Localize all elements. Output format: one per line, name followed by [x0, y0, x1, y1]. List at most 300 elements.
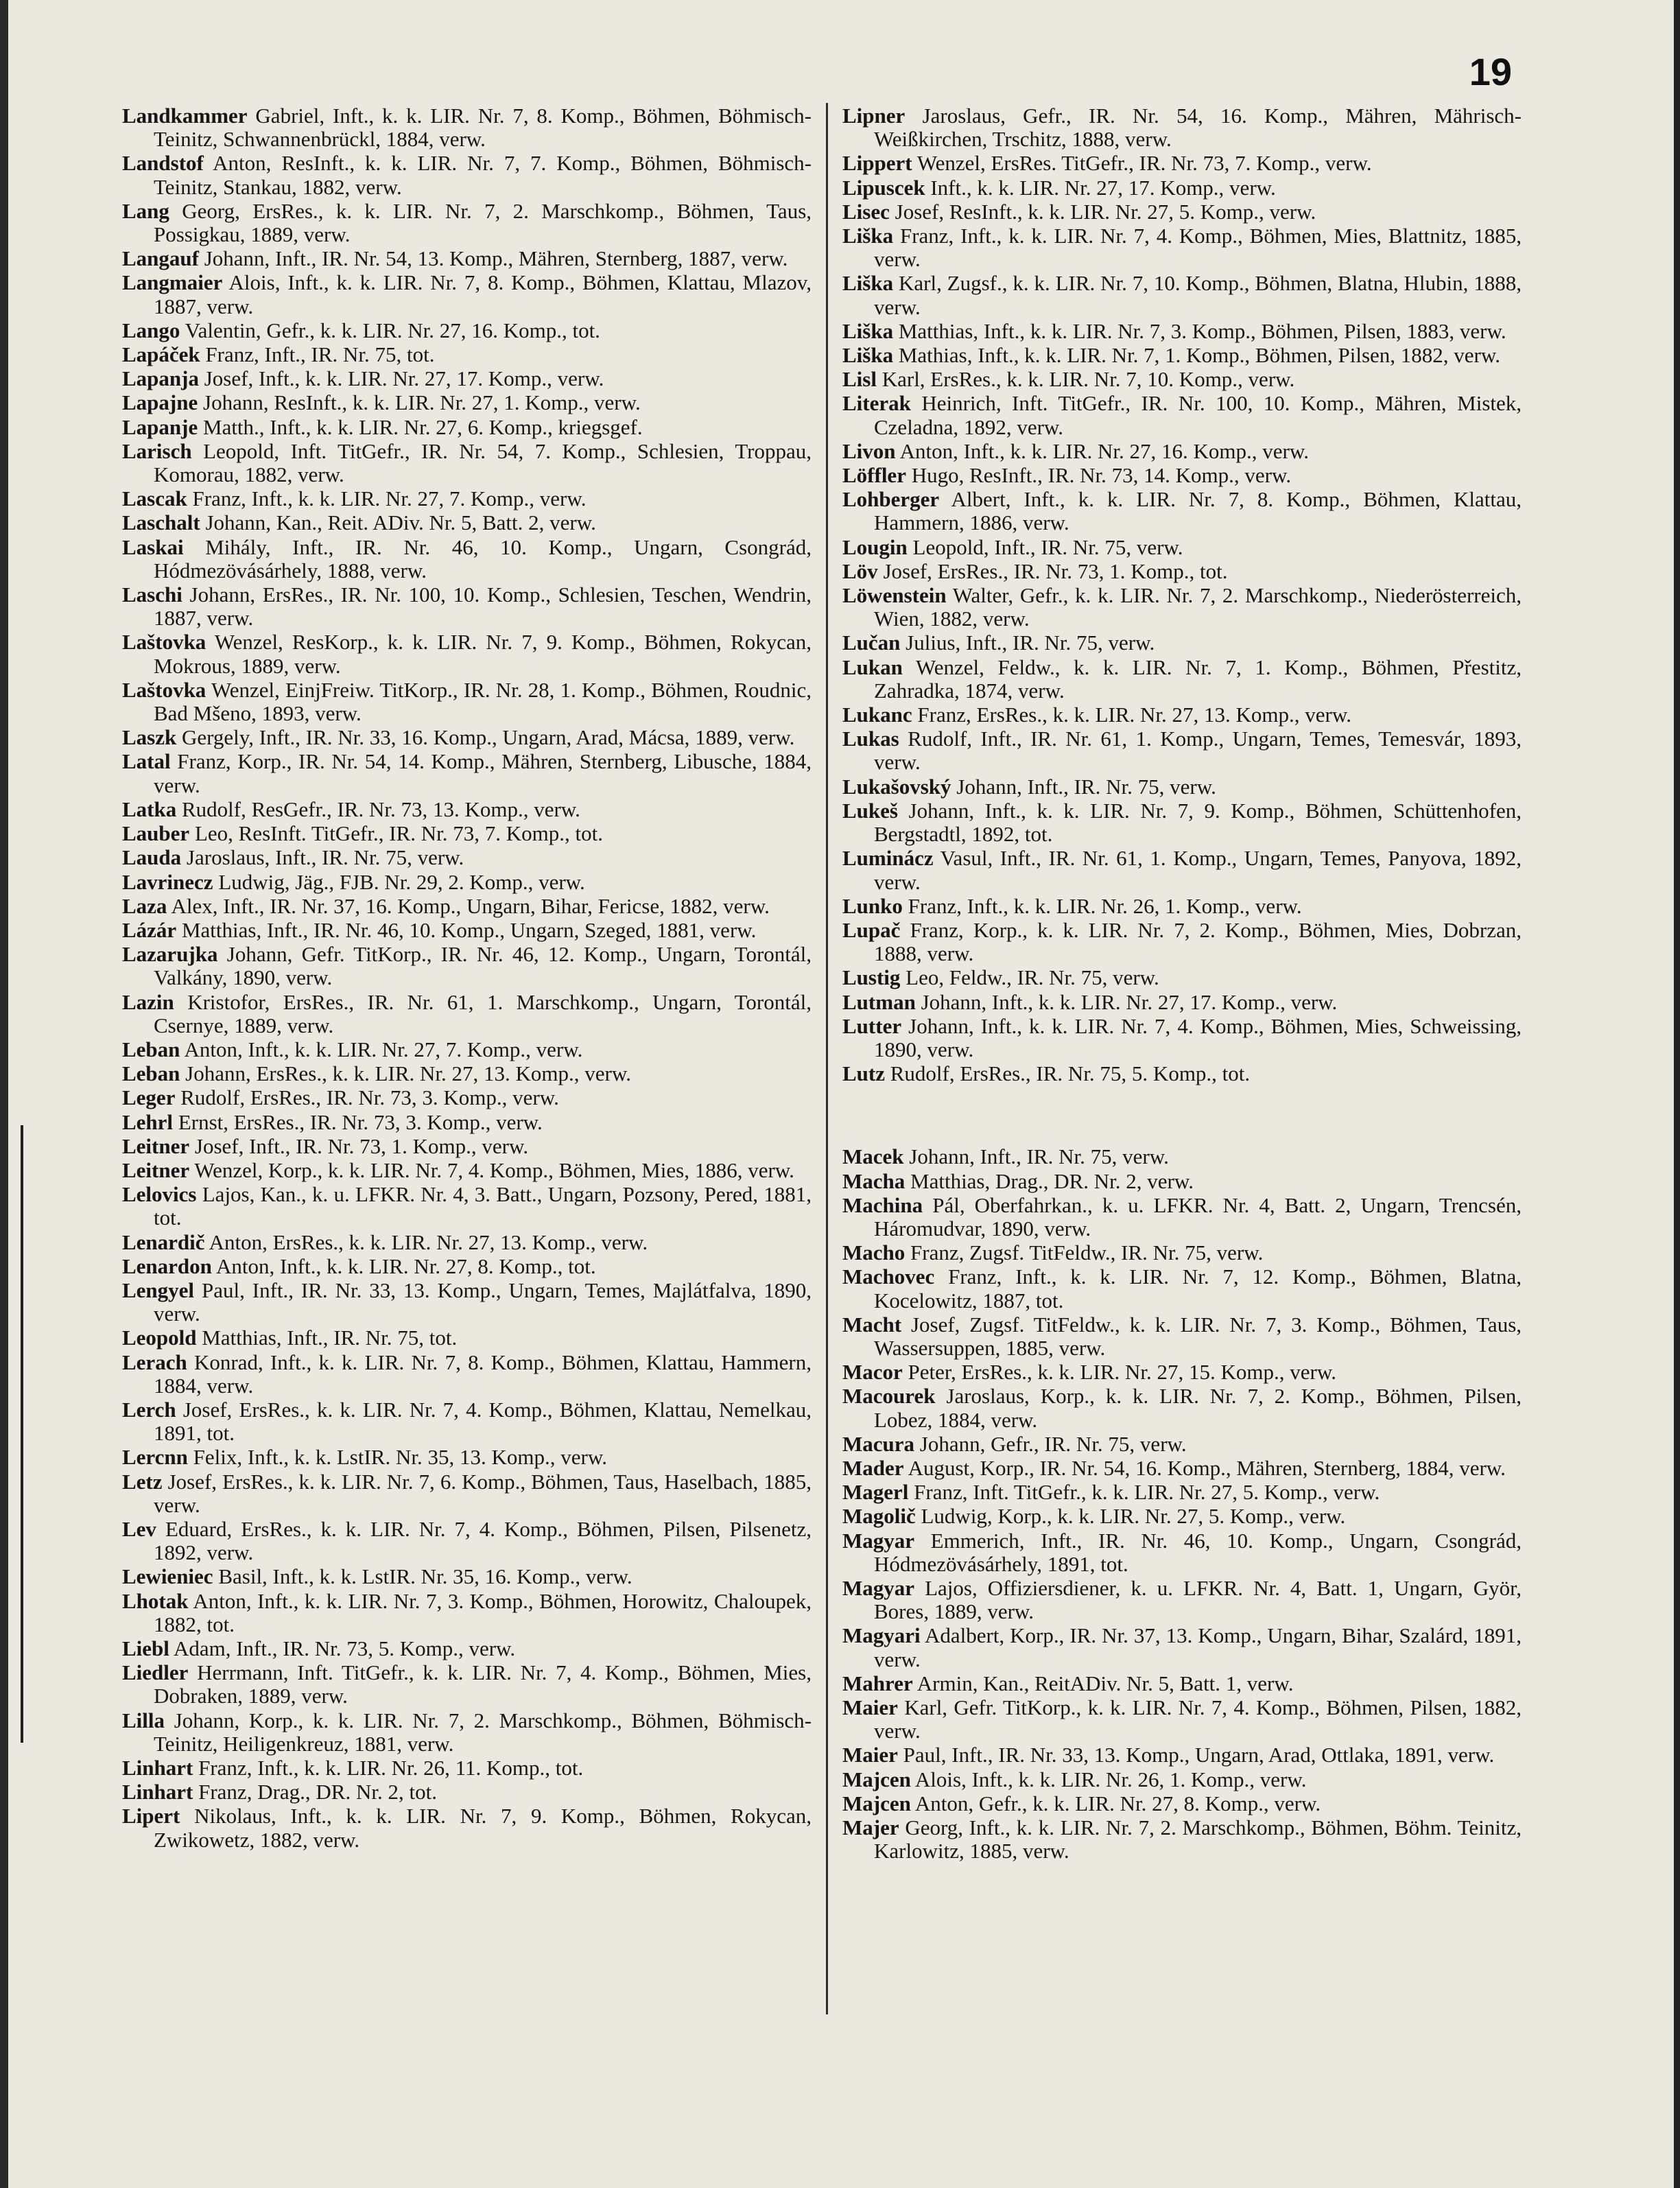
register-entry	[842, 1816, 1522, 1863]
entry-details: Johann, Inft., IR. Nr. 75, verw.	[956, 774, 1216, 799]
register-entry	[122, 919, 812, 942]
entry-surname: Lewieniec	[122, 1564, 213, 1589]
register-entry	[122, 1470, 812, 1517]
entry-surname: Laza	[122, 893, 167, 918]
entry-surname: Lippert	[842, 151, 912, 176]
entry-surname: Lazin	[122, 989, 174, 1014]
entry-surname: Macho	[842, 1240, 906, 1265]
register-entry	[842, 1505, 1522, 1528]
entry-surname: Livon	[842, 438, 896, 463]
register-entry	[842, 344, 1522, 367]
entry-details: Johann, Inft., k. k. LIR. Nr. 7, 9. Komp., Böhmen, Schüttenhofen, Bergstadtl, 1892, tot.	[874, 798, 1522, 847]
entry-details: Johann, Kan., Reit. ADiv. Nr. 5, Batt. 2, verw.	[205, 510, 596, 535]
entry-surname: Lisec	[842, 199, 890, 224]
entry-surname: Letz	[122, 1469, 163, 1494]
entry-details: Alois, Inft., k. k. LIR. Nr. 26, 1. Komp., verw.	[914, 1767, 1307, 1791]
entry-surname: Lohberger	[842, 487, 940, 512]
register-entry	[842, 775, 1522, 799]
entry-details: Johann, Inft., IR. Nr. 75, verw.	[909, 1144, 1169, 1169]
register-entry	[842, 1529, 1522, 1576]
register-entry	[122, 271, 812, 318]
entry-surname: Leger	[122, 1085, 176, 1110]
register-entry	[122, 1446, 812, 1469]
entry-surname: Lutz	[842, 1061, 885, 1086]
entry-surname: Lipuscek	[842, 175, 925, 200]
entry-surname: Löwenstein	[842, 583, 947, 608]
section-gap	[842, 1086, 1522, 1145]
entry-details: Ernst, ErsRes., IR. Nr. 73, 3. Komp., verw.	[178, 1109, 543, 1134]
entry-surname: Magolič	[842, 1504, 916, 1529]
register-entry	[842, 847, 1522, 893]
entry-surname: Lerch	[122, 1397, 176, 1422]
entry-details: Matthias, Inft., k. k. LIR. Nr. 7, 3. Komp., Böhmen, Pilsen, 1883, verw.	[898, 318, 1506, 343]
entry-surname: Langmaier	[122, 270, 223, 295]
entry-surname: Liška	[842, 343, 894, 368]
entry-details: Kristofor, ErsRes., IR. Nr. 61, 1. Marschkomp., Ungarn, Torontál, Csernye, 1889, verw.	[154, 989, 812, 1037]
entry-details: Anton, ErsRes., k. k. LIR. Nr. 27, 13. Komp., verw.	[209, 1230, 648, 1254]
entry-surname: Laskai	[122, 534, 184, 559]
entry-details: Matth., Inft., k. k. LIR. Nr. 27, 6. Komp., kriegsgef.	[203, 414, 643, 439]
entry-details: Franz, ErsRes., k. k. LIR. Nr. 27, 13. Komp., verw.	[917, 703, 1351, 727]
entry-surname: Leban	[122, 1037, 180, 1061]
entry-details: Anton, Inft., k. k. LIR. Nr. 27, 8. Komp., tot.	[215, 1254, 596, 1278]
register-entry	[122, 1565, 812, 1588]
register-entry	[122, 1279, 812, 1326]
register-entry	[122, 1351, 812, 1398]
register-entry	[122, 1804, 812, 1851]
register-entry	[122, 343, 812, 366]
entry-details: Karl, ErsRes., k. k. LIR. Nr. 7, 10. Komp., verw.	[882, 367, 1295, 392]
register-entry	[122, 319, 812, 342]
entry-surname: Lango	[122, 318, 180, 342]
entry-details: Valentin, Gefr., k. k. LIR. Nr. 27, 16. Komp., tot.	[185, 318, 600, 342]
entry-surname: Macor	[842, 1360, 903, 1385]
register-entry	[122, 1159, 812, 1182]
entry-details: Josef, Inft., IR. Nr. 73, 1. Komp., verw.	[194, 1133, 529, 1158]
entry-details: Josef, Zugsf. TitFeldw., k. k. LIR. Nr. 7, 3. Komp., Böhmen, Taus, Wassersuppen, 1885, verw.	[874, 1312, 1522, 1360]
entry-details: Hugo, ResInft., IR. Nr. 73, 14. Komp., verw.	[911, 463, 1292, 488]
register-entry	[122, 416, 812, 439]
entry-surname: Macha	[842, 1168, 906, 1193]
entry-details: Adam, Inft., IR. Nr. 73, 5. Komp., verw.	[173, 1636, 516, 1660]
section-m	[842, 1145, 1522, 1863]
register-entry	[122, 1398, 812, 1445]
entry-surname: Lehrl	[122, 1109, 174, 1134]
entry-details: Ludwig, Jäg., FJB. Nr. 29, 2. Komp., verw.	[218, 869, 585, 894]
entry-surname: Lauda	[122, 845, 182, 870]
register-entry	[122, 631, 812, 677]
entry-surname: Lisl	[842, 367, 877, 392]
entry-details: Franz, Inft., k. k. LIR. Nr. 7, 12. Komp., Böhmen, Blatna, Kocelowitz, 1887, tot.	[874, 1264, 1522, 1313]
entry-surname: Lhotak	[122, 1588, 189, 1613]
entry-details: Paul, Inft., IR. Nr. 33, 13. Komp., Ungarn, Temes, Majlátfalva, 1890, verw.	[154, 1278, 812, 1326]
register-entry	[122, 798, 812, 821]
register-entry	[842, 1768, 1522, 1791]
entry-details: Vasul, Inft., IR. Nr. 61, 1. Komp., Ungarn, Temes, Panyova, 1892, verw.	[874, 846, 1522, 894]
entry-surname: Lazarujka	[122, 942, 218, 967]
register-entry	[122, 1590, 812, 1636]
entry-details: Alex, Inft., IR. Nr. 37, 16. Komp., Ungarn, Bihar, Fericse, 1882, verw.	[171, 893, 770, 918]
entry-surname: Landstof	[122, 151, 204, 176]
entry-surname: Magyar	[842, 1575, 915, 1600]
entry-surname: Magyari	[842, 1623, 921, 1648]
register-entry	[842, 1015, 1522, 1061]
entry-details: Josef, ResInft., k. k. LIR. Nr. 27, 5. Komp., verw.	[895, 199, 1316, 224]
register-entry	[122, 247, 812, 270]
entry-details: Rudolf, ResGefr., IR. Nr. 73, 13. Komp., verw.	[182, 797, 580, 821]
entry-surname: Lázár	[122, 917, 177, 942]
entry-details: Lajos, Offiziersdiener, k. u. LFKR. Nr. 4, Batt. 1, Ungarn, Györ, Bores, 1889, verw.	[874, 1575, 1522, 1624]
entry-details: Albert, Inft., k. k. LIR. Nr. 7, 8. Komp., Böhmen, Klattau, Hammern, 1886, verw.	[874, 487, 1522, 535]
entry-surname: Laschi	[122, 583, 182, 607]
left-column	[122, 104, 812, 1852]
entry-details: Franz, Inft. TitGefr., k. k. LIR. Nr. 27, 5. Komp., verw.	[914, 1480, 1380, 1505]
entry-surname: Latal	[122, 749, 171, 774]
entry-surname: Lauber	[122, 821, 190, 846]
register-entry	[122, 1780, 812, 1804]
entry-surname: Mader	[842, 1455, 904, 1480]
entry-surname: Linhart	[122, 1780, 193, 1804]
register-entry	[842, 799, 1522, 846]
register-entry	[842, 1457, 1522, 1480]
register-entry	[122, 200, 812, 246]
register-entry	[122, 822, 812, 845]
entry-surname: Liška	[842, 318, 894, 343]
register-entry	[842, 440, 1522, 463]
entry-surname: Lapanje	[122, 414, 198, 439]
register-entry	[842, 104, 1522, 151]
register-entry	[842, 1433, 1522, 1456]
entry-details: Franz, Inft., k. k. LIR. Nr. 26, 11. Komp., tot.	[198, 1756, 584, 1780]
entry-surname: Macourek	[842, 1384, 936, 1409]
entry-details: Adalbert, Korp., IR. Nr. 37, 13. Komp., Ungarn, Bihar, Szalárd, 1891, verw.	[874, 1623, 1522, 1671]
register-entry	[842, 1696, 1522, 1743]
entry-surname: Lukanc	[842, 703, 912, 727]
entry-details: Lajos, Kan., k. u. LFKR. Nr. 4, 3. Batt., Ungarn, Pozsony, Pered, 1881, tot.	[154, 1182, 812, 1230]
register-entry	[842, 1361, 1522, 1384]
entry-surname: Lang	[122, 198, 169, 223]
entry-surname: Lukan	[842, 655, 903, 679]
entry-details: Anton, Gefr., k. k. LIR. Nr. 27, 8. Komp., verw.	[914, 1791, 1321, 1815]
register-entry	[842, 703, 1522, 727]
register-entry	[842, 991, 1522, 1014]
entry-details: Rudolf, ErsRes., IR. Nr. 73, 3. Komp., verw.	[180, 1085, 559, 1110]
entry-details: Josef, ErsRes., k. k. LIR. Nr. 7, 6. Komp., Böhmen, Taus, Haselbach, 1885, verw.	[154, 1469, 812, 1517]
entry-surname: Magerl	[842, 1480, 909, 1505]
entry-details: Wenzel, EinjFreiw. TitKorp., IR. Nr. 28, 1. Komp., Böhmen, Roudnic, Bad Mšeno, 1893, verw.	[154, 677, 812, 726]
register-entry	[122, 1183, 812, 1230]
entry-details: August, Korp., IR. Nr. 54, 16. Komp., Mähren, Sternberg, 1884, verw.	[908, 1455, 1506, 1480]
register-entry	[122, 1326, 812, 1350]
entry-surname: Laschalt	[122, 510, 200, 535]
entry-details: Johann, Korp., k. k. LIR. Nr. 7, 2. Marschkomp., Böhmen, Böhmisch-Teinitz, Heiligenkreuz, 1881, verw.	[154, 1708, 812, 1756]
register-entry	[842, 1624, 1522, 1671]
entry-surname: Macura	[842, 1431, 915, 1456]
entry-surname: Lapanja	[122, 366, 199, 391]
entry-surname: Latka	[122, 797, 177, 821]
register-entry	[842, 560, 1522, 583]
entry-surname: Lercnn	[122, 1445, 188, 1470]
register-entry	[122, 871, 812, 894]
entry-details: Wenzel, ResKorp., k. k. LIR. Nr. 7, 9. Komp., Böhmen, Rokycan, Mokrous, 1889, verw.	[154, 630, 812, 678]
register-entry	[842, 1194, 1522, 1240]
entry-details: Josef, Inft., k. k. LIR. Nr. 27, 17. Komp., verw.	[204, 366, 604, 391]
entry-surname: Lerach	[122, 1350, 187, 1374]
entry-surname: Leitner	[122, 1157, 190, 1182]
entry-details: Konrad, Inft., k. k. LIR. Nr. 7, 8. Komp., Böhmen, Klattau, Hammern, 1884, verw.	[154, 1350, 812, 1398]
entry-surname: Liška	[842, 271, 894, 296]
entry-details: Ludwig, Korp., k. k. LIR. Nr. 27, 5. Komp., verw.	[921, 1504, 1346, 1529]
entry-details: Heinrich, Inft. TitGefr., IR. Nr. 100, 10. Komp., Mähren, Mistek, Czeladna, 1892, verw.	[874, 391, 1522, 439]
register-entry	[842, 320, 1522, 343]
entry-surname: Liebl	[122, 1636, 169, 1660]
entry-details: Anton, Inft., k. k. LIR. Nr. 27, 16. Komp., verw.	[899, 438, 1309, 463]
register-entry	[122, 583, 812, 630]
entry-surname: Liedler	[122, 1660, 189, 1685]
entry-surname: Lutter	[842, 1013, 902, 1038]
entry-surname: Lavrinecz	[122, 869, 213, 894]
entry-surname: Mahrer	[842, 1671, 913, 1695]
entry-details: Alois, Inft., k. k. LIR. Nr. 7, 8. Komp., Böhmen, Klattau, Mlazov, 1887, verw.	[154, 270, 812, 318]
register-entry	[842, 1062, 1522, 1085]
entry-details: Karl, Zugsf., k. k. LIR. Nr. 7, 10. Komp., Böhmen, Blatna, Hlubin, 1888, verw.	[874, 271, 1522, 319]
register-entry	[122, 440, 812, 486]
entry-details: Julius, Inft., IR. Nr. 75, verw.	[906, 631, 1155, 655]
entry-details: Georg, Inft., k. k. LIR. Nr. 7, 2. Marschkomp., Böhmen, Böhm. Teinitz, Karlowitz, 1885, verw.	[874, 1815, 1522, 1863]
entry-details: Wenzel, Korp., k. k. LIR. Nr. 7, 4. Komp., Böhmen, Mies, 1886, verw.	[194, 1157, 794, 1182]
entry-surname: Lougin	[842, 534, 908, 559]
register-entry	[122, 104, 812, 151]
register-entry	[122, 1637, 812, 1660]
entry-details: Nikolaus, Inft., k. k. LIR. Nr. 7, 9. Komp., Böhmen, Rokycan, Zwikowetz, 1882, verw.	[154, 1804, 812, 1852]
entry-details: Gergely, Inft., IR. Nr. 33, 16. Komp., Ungarn, Arad, Mácsa, 1889, verw.	[182, 725, 795, 750]
register-entry	[122, 1038, 812, 1061]
register-entry	[122, 1135, 812, 1158]
register-entry	[842, 536, 1522, 559]
entry-surname: Löv	[842, 558, 878, 583]
register-entry	[122, 750, 812, 797]
register-entry	[842, 488, 1522, 534]
entry-surname: Lipert	[122, 1804, 180, 1828]
entry-details: Rudolf, ErsRes., IR. Nr. 75, 5. Komp., tot.	[890, 1061, 1251, 1086]
entry-details: Franz, Inft., k. k. LIR. Nr. 7, 4. Komp., Böhmen, Mies, Blattnitz, 1885, verw.	[874, 224, 1522, 272]
entry-surname: Löffler	[842, 463, 906, 488]
entry-details: Matthias, Drag., DR. Nr. 2, verw.	[910, 1168, 1194, 1193]
register-entry	[842, 1743, 1522, 1767]
entry-details: Franz, Korp., IR. Nr. 54, 14. Komp., Mähren, Sternberg, Libusche, 1884, verw.	[154, 749, 812, 797]
entry-surname: Lukeš	[842, 798, 898, 823]
entry-surname: Majcen	[842, 1791, 911, 1815]
register-entry	[122, 367, 812, 390]
register-entry	[122, 1231, 812, 1254]
register-entry	[842, 1313, 1522, 1360]
entry-surname: Lučan	[842, 631, 901, 655]
entry-details: Leo, Feldw., IR. Nr. 75, verw.	[906, 965, 1159, 990]
entry-surname: Larisch	[122, 438, 192, 463]
register-entry	[122, 846, 812, 869]
entry-surname: Leban	[122, 1061, 180, 1086]
register-entry	[842, 368, 1522, 391]
register-entry	[122, 1518, 812, 1564]
entry-surname: Majcen	[842, 1767, 911, 1791]
register-entry	[122, 1062, 812, 1085]
entry-surname: Lipner	[842, 104, 906, 128]
entry-details: Franz, Drag., DR. Nr. 2, tot.	[198, 1780, 437, 1804]
entry-details: Matthias, Inft., IR. Nr. 46, 10. Komp., Ungarn, Szeged, 1881, verw.	[181, 917, 757, 942]
entry-surname: Laštovka	[122, 677, 206, 702]
entry-surname: Landkammer	[122, 104, 248, 128]
register-entry	[122, 943, 812, 989]
register-entry	[842, 1672, 1522, 1695]
entry-surname: Lupač	[842, 917, 901, 942]
entry-details: Paul, Inft., IR. Nr. 33, 13. Komp., Ungarn, Arad, Ottlaka, 1891, verw.	[903, 1743, 1495, 1767]
entry-details: Mathias, Inft., k. k. LIR. Nr. 7, 1. Komp., Böhmen, Pilsen, 1882, verw.	[898, 343, 1500, 368]
entry-details: Rudolf, Inft., IR. Nr. 61, 1. Komp., Ungarn, Temes, Temesvár, 1893, verw.	[874, 727, 1522, 775]
entry-details: Eduard, ErsRes., k. k. LIR. Nr. 7, 4. Komp., Böhmen, Pilsen, Pilsenetz, 1892, verw.	[154, 1516, 812, 1565]
register-entry	[122, 536, 812, 583]
entry-details: Basil, Inft., k. k. LstIR. Nr. 35, 16. Komp., verw.	[218, 1564, 632, 1589]
entry-details: Johann, Inft., IR. Nr. 54, 13. Komp., Mähren, Sternberg, 1887, verw.	[204, 246, 788, 271]
register-entry	[842, 1577, 1522, 1623]
right-column	[842, 104, 1522, 1863]
entry-details: Matthias, Inft., IR. Nr. 75, tot.	[202, 1326, 458, 1350]
entry-details: Josef, ErsRes., k. k. LIR. Nr. 7, 4. Komp., Böhmen, Klattau, Nemelkau, 1891, tot.	[154, 1397, 812, 1446]
entry-surname: Literak	[842, 391, 911, 416]
register-entry	[842, 224, 1522, 271]
register-entry	[122, 487, 812, 510]
entry-surname: Linhart	[122, 1756, 193, 1780]
register-entry	[842, 1170, 1522, 1193]
register-entry	[842, 584, 1522, 631]
entry-details: Jaroslaus, Korp., k. k. LIR. Nr. 7, 2. Komp., Böhmen, Pilsen, Lobez, 1884, verw.	[874, 1384, 1522, 1432]
entry-surname: Laštovka	[122, 630, 206, 655]
entry-surname: Maier	[842, 1743, 898, 1767]
register-entry	[122, 991, 812, 1037]
entry-details: Gabriel, Inft., k. k. LIR. Nr. 7, 8. Komp., Böhmen, Böhmisch-Teinitz, Schwannenbrückl, 1884, verw.	[154, 104, 812, 152]
entry-surname: Magyar	[842, 1528, 915, 1553]
register-entry	[122, 152, 812, 198]
register-entry	[842, 464, 1522, 487]
register-entry	[842, 656, 1522, 703]
entry-details: Johann, Inft., k. k. LIR. Nr. 7, 4. Komp., Böhmen, Mies, Schweissing, 1890, verw.	[874, 1013, 1522, 1061]
register-entry	[842, 152, 1522, 175]
register-entry	[842, 1145, 1522, 1168]
entry-details: Leo, ResInft. TitGefr., IR. Nr. 73, 7. Komp., tot.	[194, 821, 603, 846]
entry-surname: Laszk	[122, 725, 177, 750]
entry-surname: Lapáček	[122, 342, 200, 367]
register-entry	[842, 1241, 1522, 1264]
entry-details: Josef, ErsRes., IR. Nr. 73, 1. Komp., tot.	[883, 558, 1228, 583]
entry-details: Leopold, Inft., IR. Nr. 75, verw.	[912, 534, 1183, 559]
entry-details: Georg, ErsRes., k. k. LIR. Nr. 7, 2. Marschkomp., Böhmen, Taus, Possigkau, 1889, verw.	[154, 198, 812, 247]
entry-details: Johann, Gefr. TitKorp., IR. Nr. 46, 12. Komp., Ungarn, Torontál, Valkány, 1890, verw.	[154, 942, 812, 990]
register-entry	[122, 895, 812, 918]
register-entry	[842, 176, 1522, 200]
register-entry	[842, 1792, 1522, 1815]
register-entry	[842, 966, 1522, 989]
entry-surname: Majer	[842, 1815, 899, 1840]
entry-surname: Lunko	[842, 893, 903, 918]
entry-details: Wenzel, Feldw., k. k. LIR. Nr. 7, 1. Komp., Böhmen, Přestitz, Zahradka, 1874, verw.	[874, 655, 1522, 703]
register-entry	[842, 895, 1522, 918]
entry-surname: Lustig	[842, 965, 901, 990]
entry-surname: Lilla	[122, 1708, 165, 1732]
entry-details: Emmerich, Inft., IR. Nr. 46, 10. Komp., Ungarn, Csongrád, Hódmezövásárhely, 1891, tot.	[874, 1528, 1522, 1576]
register-entry	[842, 727, 1522, 774]
register-entry	[122, 1756, 812, 1780]
entry-details: Franz, Zugsf. TitFeldw., IR. Nr. 75, verw.	[910, 1240, 1264, 1265]
entry-details: Johann, Inft., k. k. LIR. Nr. 27, 17. Komp., verw.	[921, 989, 1338, 1014]
register-entry	[122, 1111, 812, 1134]
entry-details: Johann, ErsRes., IR. Nr. 100, 10. Komp., Schlesien, Teschen, Wendrin, 1887, verw.	[154, 583, 812, 631]
entry-details: Jaroslaus, Inft., IR. Nr. 75, verw.	[186, 845, 464, 870]
entry-surname: Machovec	[842, 1264, 935, 1289]
entry-surname: Lascak	[122, 486, 187, 511]
register-entry	[842, 631, 1522, 655]
margin-mark	[21, 1125, 23, 1743]
entry-details: Franz, Korp., k. k. LIR. Nr. 7, 2. Komp., Böhmen, Mies, Dobrzan, 1888, verw.	[874, 917, 1522, 966]
entry-details: Felix, Inft., k. k. LstIR. Nr. 35, 13. Komp., verw.	[193, 1445, 607, 1470]
entry-details: Pál, Oberfahrkan., k. u. LFKR. Nr. 4, Batt. 2, Ungarn, Trencsén, Háromudvar, 1890, verw.	[874, 1192, 1522, 1240]
entry-surname: Maier	[842, 1695, 898, 1719]
entry-details: Walter, Gefr., k. k. LIR. Nr. 7, 2. Marschkomp., Niederösterreich, Wien, 1882, verw.	[874, 583, 1522, 631]
entry-surname: Machina	[842, 1192, 923, 1217]
entry-details: Inft., k. k. LIR. Nr. 27, 17. Komp., verw.	[930, 175, 1276, 200]
entry-surname: Luminácz	[842, 846, 934, 871]
entry-surname: Liška	[842, 224, 894, 248]
register-entry	[842, 200, 1522, 224]
register-entry	[842, 272, 1522, 318]
entry-details: Peter, ErsRes., k. k. LIR. Nr. 27, 15. Komp., verw.	[908, 1360, 1336, 1385]
entry-surname: Leitner	[122, 1133, 190, 1158]
register-entry	[122, 511, 812, 534]
entry-surname: Lenardon	[122, 1254, 212, 1278]
register-entry	[122, 726, 812, 749]
register-entry	[842, 1481, 1522, 1504]
register-entry	[122, 1255, 812, 1278]
entry-details: Anton, Inft., k. k. LIR. Nr. 27, 7. Komp., verw.	[184, 1037, 583, 1061]
entry-surname: Lev	[122, 1516, 156, 1541]
entry-surname: Lutman	[842, 989, 916, 1014]
entry-surname: Macht	[842, 1312, 902, 1337]
entry-surname: Lukašovský	[842, 774, 951, 799]
entry-surname: Leopold	[122, 1326, 197, 1350]
register-entry	[122, 1661, 812, 1708]
entry-details: Armin, Kan., ReitADiv. Nr. 5, Batt. 1, verw.	[916, 1671, 1294, 1695]
entry-details: Franz, Inft., k. k. LIR. Nr. 27, 7. Komp., verw.	[192, 486, 587, 511]
entry-details: Jaroslaus, Gefr., IR. Nr. 54, 16. Komp., Mähren, Mährisch-Weißkirchen, Trschitz, 1888, verw.	[874, 104, 1522, 152]
register-entry	[122, 1709, 812, 1756]
register-entry	[122, 679, 812, 725]
register-entry	[122, 1086, 812, 1109]
entry-details: Mihály, Inft., IR. Nr. 46, 10. Komp., Ungarn, Csongrád, Hódmezövásárhely, 1888, verw.	[154, 534, 812, 583]
column-divider	[826, 103, 828, 2014]
entry-details: Anton, Inft., k. k. LIR. Nr. 7, 3. Komp., Böhmen, Horowitz, Chaloupek, 1882, tot.	[154, 1588, 812, 1636]
entry-surname: Lapajne	[122, 390, 198, 415]
entry-details: Leopold, Inft. TitGefr., IR. Nr. 54, 7. Komp., Schlesien, Troppau, Komorau, 1882, verw.	[154, 438, 812, 487]
register-entry	[842, 919, 1522, 965]
entry-details: Anton, ResInft., k. k. LIR. Nr. 7, 7. Komp., Böhmen, Böhmisch-Teinitz, Stankau, 1882, verw.	[154, 151, 812, 199]
entry-surname: Macek	[842, 1144, 904, 1169]
register-entry	[842, 1265, 1522, 1312]
entry-details: Karl, Gefr. TitKorp., k. k. LIR. Nr. 7, 4. Komp., Böhmen, Pilsen, 1882, verw.	[874, 1695, 1522, 1743]
register-entry	[842, 392, 1522, 438]
entry-surname: Lukas	[842, 727, 899, 751]
entry-surname: Lengyel	[122, 1278, 195, 1302]
register-entry	[122, 391, 812, 414]
section-l	[842, 104, 1522, 1085]
entry-details: Johann, ErsRes., k. k. LIR. Nr. 27, 13. Komp., verw.	[185, 1061, 631, 1086]
